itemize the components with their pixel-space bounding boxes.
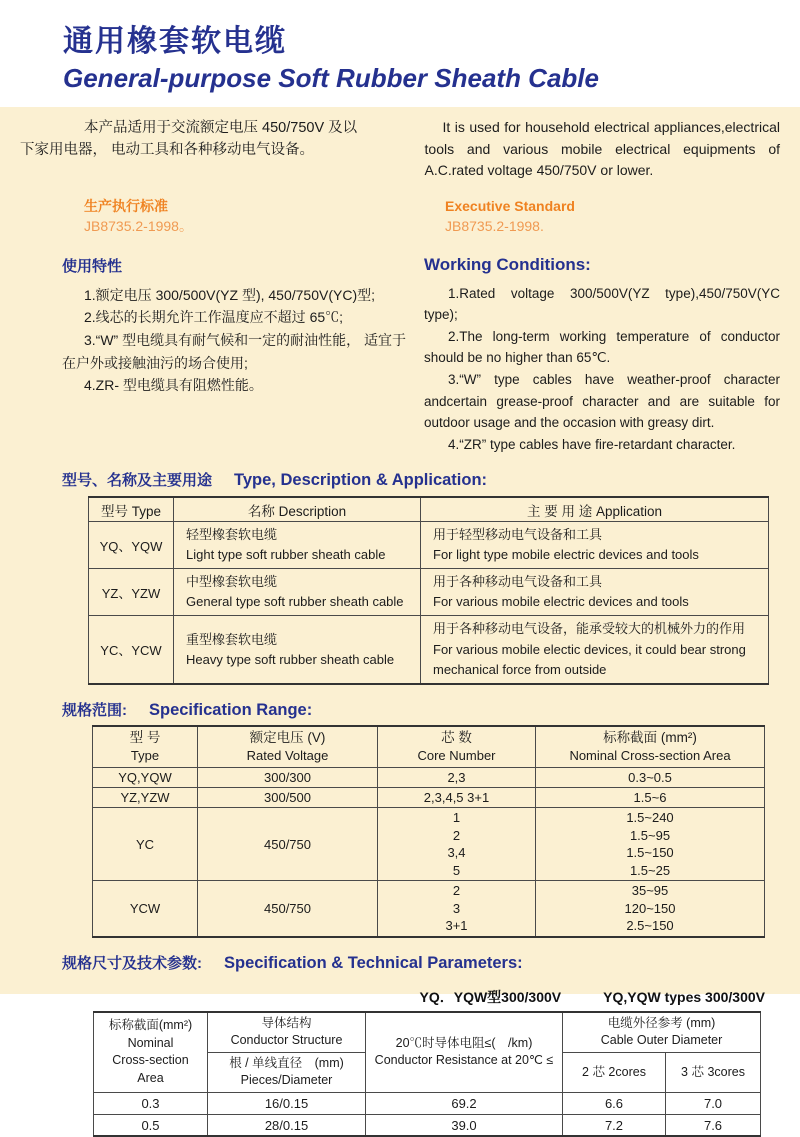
application-zh: 用于各种移动电气设备和工具 xyxy=(433,574,603,590)
features-section xyxy=(20,255,780,456)
table-row xyxy=(93,788,765,808)
cell-area: 0.3~0.5 xyxy=(536,768,765,788)
type-table-heading-en: Type, Description & Application: xyxy=(234,471,488,490)
application-en: For various mobile electic devices, it could bear strong mechanical force from outside xyxy=(433,641,746,677)
cell-nominal-area: 0.3 xyxy=(94,1092,208,1114)
cell-type: YQ、YQW xyxy=(89,521,174,568)
type-table-heading xyxy=(62,469,780,490)
cell-type: YC xyxy=(93,808,198,881)
cell-application xyxy=(421,616,769,684)
table-row xyxy=(93,881,765,937)
table-row xyxy=(93,768,765,788)
cell-cores: 2,3 xyxy=(378,768,536,788)
description-en: General type soft rubber sheath cable xyxy=(186,594,404,610)
condition-item: 2.The long-term working temperature of conductor should be no higher than 65℃. xyxy=(424,328,780,366)
table-row xyxy=(89,521,769,568)
working-conditions-heading: Working Conditions: xyxy=(424,254,591,274)
application-zh: 用于各种移动电气设备，能承受较大的机械外力的作用 xyxy=(433,621,746,637)
col-header-description: 名称 Description xyxy=(174,497,421,521)
table-row xyxy=(89,616,769,684)
cell-resistance: 69.2 xyxy=(366,1092,563,1114)
cell-voltage: 300/500 xyxy=(198,788,378,808)
cell-description xyxy=(174,569,421,616)
standards-section xyxy=(20,196,780,237)
standard-en xyxy=(445,196,575,237)
params-heading-zh: 规格尺寸及技术参数: xyxy=(62,954,202,972)
cell-cores: 1 2 3,4 5 xyxy=(378,808,536,881)
col-header-application: 主 要 用 途 Application xyxy=(421,497,769,521)
cell-pieces-diameter: 28/0.15 xyxy=(208,1114,366,1136)
cell-area: 35~95 120~150 2.5~150 xyxy=(536,881,765,937)
cell-type: YZ、YZW xyxy=(89,569,174,616)
col-header-type: 型 号 Type xyxy=(93,726,198,768)
params-subtitle-zh: YQ．YQW型300/300V xyxy=(419,988,562,1005)
standard-label-en: Executive Standard xyxy=(445,198,575,215)
cell-type: YZ,YZW xyxy=(93,788,198,808)
description-zh: 轻型橡套软电缆 xyxy=(186,526,278,542)
cell-3cores: 7.6 xyxy=(666,1114,761,1136)
cell-type: YCW xyxy=(93,881,198,937)
page-title-zh: 通用橡套软电缆 xyxy=(63,25,287,58)
col-header-3cores: 3 芯 3cores xyxy=(666,1052,761,1092)
description-en: Light type soft rubber sheath cable xyxy=(186,547,386,563)
col-header-2cores: 2 芯 2cores xyxy=(563,1052,666,1092)
page-header xyxy=(0,0,800,94)
range-heading-zh: 规格范围: xyxy=(62,701,127,719)
feature-item: 4.ZR- 型电缆具有阻燃性能。 xyxy=(84,377,263,394)
cell-application xyxy=(421,569,769,616)
col-header-nominal-area: 标称截面(mm²) Nominal Cross-section Area xyxy=(94,1012,208,1093)
features-zh xyxy=(62,255,414,397)
features-heading-zh: 使用特性 xyxy=(62,257,123,275)
cell-resistance: 39.0 xyxy=(366,1114,563,1136)
cell-cores: 2 3 3+1 xyxy=(378,881,536,937)
feature-item: 3.“W” 型电缆具有耐气候和一定的耐油性能， 适宜于在户外或接触油污的场合使用; xyxy=(62,332,406,371)
standard-label-zh: 生产执行标准 xyxy=(84,198,168,215)
table-header-row xyxy=(89,497,769,521)
table-header-row xyxy=(94,1012,761,1053)
col-header-conductor-structure: 导体结构 Conductor Structure xyxy=(208,1012,366,1053)
cell-type: YQ,YQW xyxy=(93,768,198,788)
intro-section xyxy=(20,117,780,182)
intro-paragraph-en: It is used for household electrical appliances,electrical tools and various mobile electrical equipments of A.C.rated voltage 450/750V or lower. xyxy=(424,119,780,179)
application-en: For various mobile electric devices and tools xyxy=(433,594,689,610)
application-en: For light type mobile electric devices and tools xyxy=(433,547,699,563)
col-header-area: 标称截面 (mm²) Nominal Cross-section Area xyxy=(536,726,765,768)
col-header-type: 型号 Type xyxy=(89,497,174,521)
working-conditions-en xyxy=(424,255,780,456)
cell-pieces-diameter: 16/0.15 xyxy=(208,1092,366,1114)
cell-application xyxy=(421,521,769,568)
params-heading-en: Specification & Technical Parameters: xyxy=(224,953,523,972)
condition-item: 3.“W” type cables have weather-proof character andcertain grease-proof character and are suitable for outdoor usage and the occasion with greasy dirt. xyxy=(424,372,780,431)
description-en: Heavy type soft rubber sheath cable xyxy=(186,651,395,667)
description-zh: 重型橡套软电缆 xyxy=(186,631,278,647)
feature-item: 1.额定电压 300/500V(YZ 型), 450/750V(YC)型; xyxy=(84,286,375,303)
params-subtitle-en: YQ,YQW types 300/300V xyxy=(603,988,765,1005)
cell-cores: 2,3,4,5 3+1 xyxy=(378,788,536,808)
standard-zh xyxy=(84,196,384,237)
cell-description xyxy=(174,616,421,684)
cell-type: YC、YCW xyxy=(89,616,174,684)
description-zh: 中型橡套软电缆 xyxy=(186,574,278,590)
col-header-cores: 芯 数 Core Number xyxy=(378,726,536,768)
cell-2cores: 6.6 xyxy=(563,1092,666,1114)
technical-parameters-table xyxy=(93,1011,761,1137)
range-table-heading xyxy=(62,699,780,720)
application-zh: 用于轻型移动电气设备和工具 xyxy=(433,526,603,542)
table-row xyxy=(94,1114,761,1136)
type-description-table xyxy=(88,496,769,684)
cell-3cores: 7.0 xyxy=(666,1092,761,1114)
range-heading-en: Specification Range: xyxy=(149,700,313,719)
specification-range-table xyxy=(92,725,765,938)
standard-value-en: JB8735.2-1998. xyxy=(445,218,544,235)
col-header-resistance: 20℃时导体电阻≤( /km) Conductor Resistance at 20℃ ≤ xyxy=(366,1012,563,1093)
cell-2cores: 7.2 xyxy=(563,1114,666,1136)
cell-nominal-area: 0.5 xyxy=(94,1114,208,1136)
type-table-heading-zh: 型号、名称及主要用途 xyxy=(62,472,213,490)
intro-paragraph-zh: 本产品适用于交流额定电压 450/750V 及以下家用电器， 电动工具和各种移动电气设备。 xyxy=(20,120,358,159)
cell-description xyxy=(174,521,421,568)
params-table-heading xyxy=(62,952,780,973)
table-header-row xyxy=(93,726,765,768)
table-row xyxy=(94,1092,761,1114)
cell-voltage: 450/750 xyxy=(198,881,378,937)
cell-voltage: 450/750 xyxy=(198,808,378,881)
cell-area: 1.5~6 xyxy=(536,788,765,808)
col-header-voltage: 额定电压 (V) Rated Voltage xyxy=(198,726,378,768)
col-header-outer-diameter: 电缆外径参考 (mm) Cable Outer Diameter xyxy=(563,1012,761,1053)
condition-item: 4.“ZR” type cables have fire-retardant character. xyxy=(448,436,736,452)
params-table-subtitle xyxy=(40,987,765,1007)
condition-item: 1.Rated voltage 300/500V(YZ type),450/750V(YC type); xyxy=(424,285,780,323)
content-panel xyxy=(0,107,800,1133)
standard-value-zh: JB8735.2-1998。 xyxy=(84,218,193,235)
feature-item: 2.线芯的长期允许工作温度应不超过 65℃; xyxy=(84,309,344,326)
cell-area: 1.5~240 1.5~95 1.5~150 1.5~25 xyxy=(536,808,765,881)
table-row xyxy=(89,569,769,616)
cell-voltage: 300/300 xyxy=(198,768,378,788)
page-title-en: General-purpose Soft Rubber Sheath Cable xyxy=(63,63,599,93)
table-row xyxy=(93,808,765,881)
col-header-pieces-diameter: 根 / 单线直径 (mm) Pieces/Diameter xyxy=(208,1052,366,1092)
